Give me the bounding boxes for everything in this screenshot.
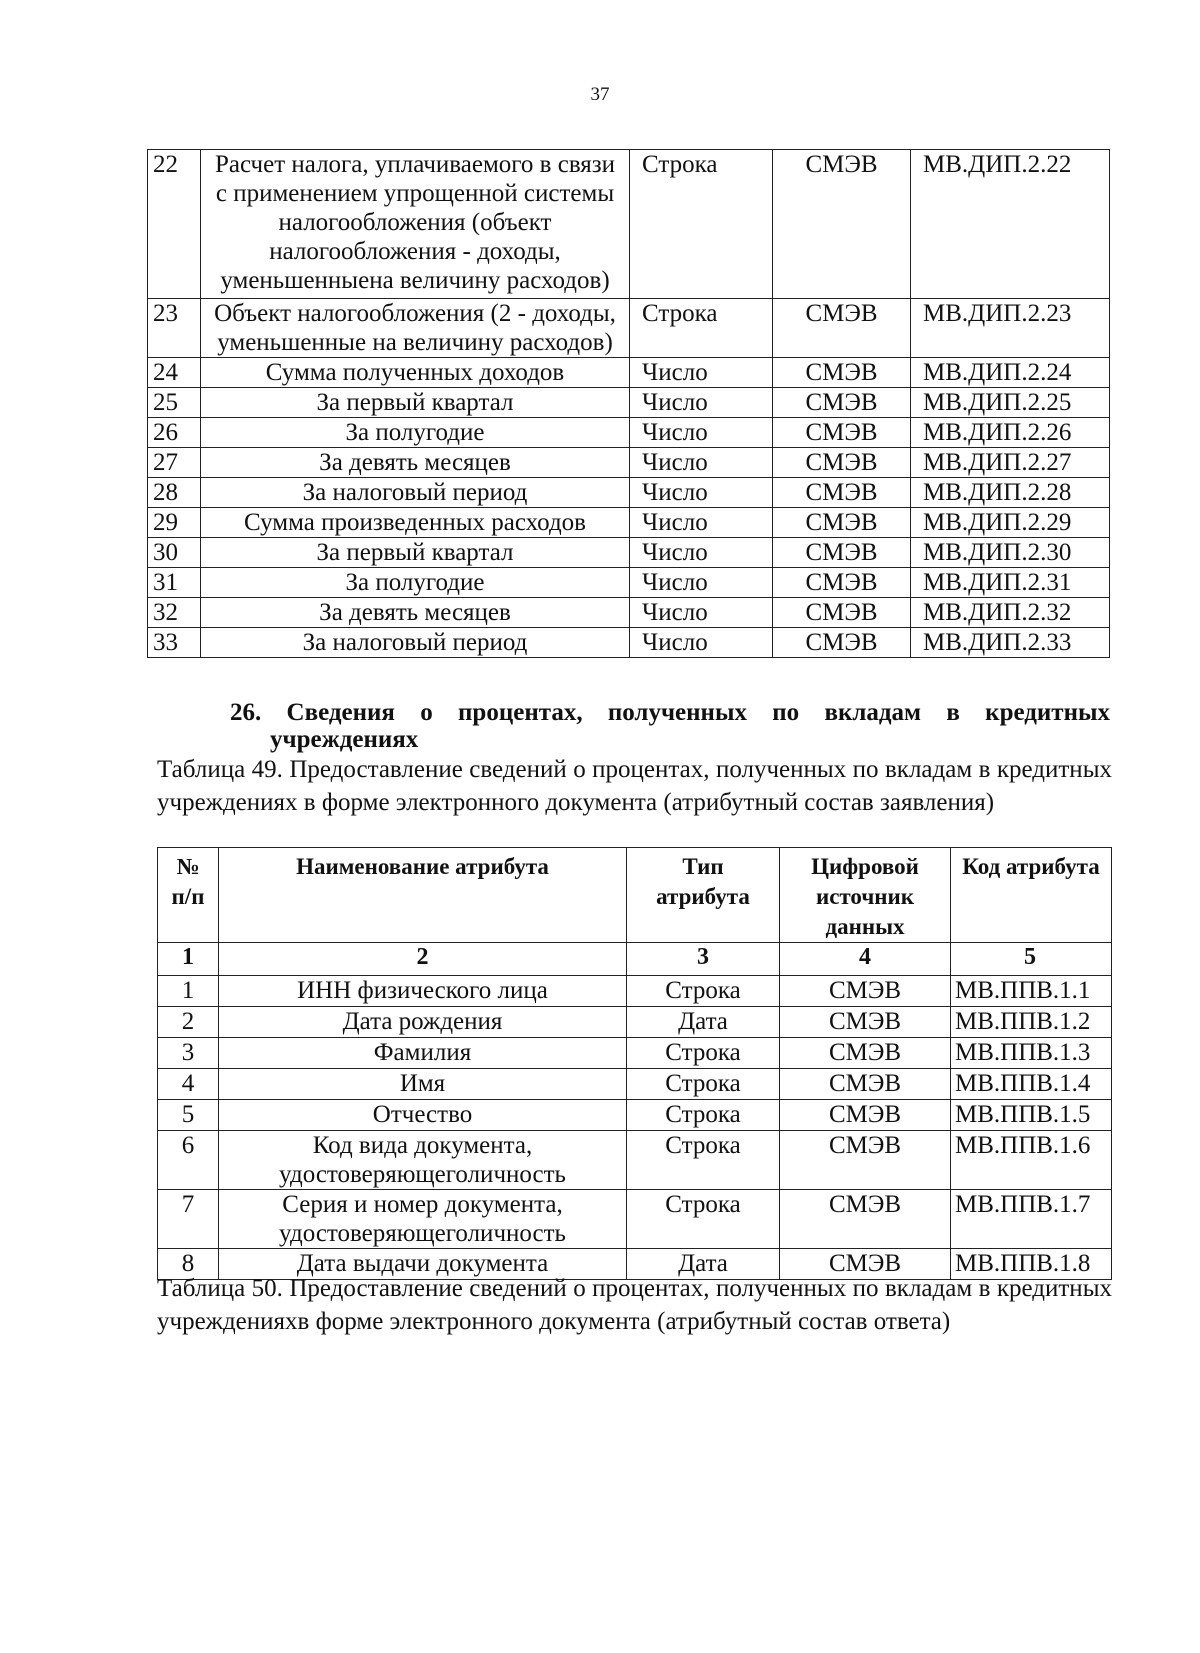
attribute-name: Расчет налога, уплачиваемого в связи с применением упрощенной системы налогообложения (объект налогообложения - доходы, уменьшенныена величину расходов): [201, 150, 630, 299]
data-source: СМЭВ: [780, 1069, 951, 1100]
attribute-code: МВ.ДИП.2.22: [911, 150, 1110, 299]
attribute-code: МВ.ППВ.1.6: [951, 1131, 1112, 1190]
table-row: [158, 1131, 1112, 1190]
row-number: 32: [148, 598, 201, 628]
attribute-type: Дата: [627, 1007, 780, 1038]
attribute-name: За девять месяцев: [201, 448, 630, 478]
row-number: 2: [158, 1007, 219, 1038]
attribute-code: МВ.ППВ.1.5: [951, 1100, 1112, 1131]
attribute-type: Число: [630, 448, 773, 478]
section-heading-continuation: учреждениях: [270, 726, 419, 753]
data-source: СМЭВ: [773, 448, 911, 478]
table-row: [148, 598, 1110, 628]
data-source: СМЭВ: [780, 1038, 951, 1069]
attribute-code: МВ.ДИП.2.28: [911, 478, 1110, 508]
row-number: 22: [148, 150, 201, 299]
attribute-table-continuation: [147, 149, 1110, 658]
table-row: [148, 478, 1110, 508]
attribute-code: МВ.ДИП.2.25: [911, 388, 1110, 418]
attribute-code: МВ.ППВ.1.2: [951, 1007, 1112, 1038]
data-source: СМЭВ: [773, 568, 911, 598]
table-row: [148, 538, 1110, 568]
attribute-type: Строка: [630, 150, 773, 299]
data-source: СМЭВ: [773, 598, 911, 628]
header-type: Тип атрибута: [627, 848, 780, 943]
table-row: [158, 1038, 1112, 1069]
attribute-type: Строка: [630, 299, 773, 358]
row-number: 1: [158, 976, 219, 1007]
table-row: [158, 1100, 1112, 1131]
table-row: [158, 1190, 1112, 1249]
attribute-name: Сумма произведенных расходов: [201, 508, 630, 538]
attribute-type: Строка: [627, 976, 780, 1007]
table-49: [157, 847, 1112, 1280]
attribute-type: Строка: [627, 1038, 780, 1069]
row-number: 33: [148, 628, 201, 658]
data-source: СМЭВ: [780, 1100, 951, 1131]
attribute-code: МВ.ППВ.1.8: [951, 1249, 1112, 1280]
attribute-type: Число: [630, 568, 773, 598]
data-source: СМЭВ: [773, 299, 911, 358]
column-number: 3: [627, 943, 780, 976]
attribute-name: За полугодие: [201, 568, 630, 598]
attribute-type: Число: [630, 628, 773, 658]
row-number: 5: [158, 1100, 219, 1131]
attribute-type: Число: [630, 388, 773, 418]
column-number: 5: [951, 943, 1112, 976]
attribute-name: Код вида документа, удостоверяющеголичность: [219, 1131, 627, 1190]
column-number: 2: [219, 943, 627, 976]
attribute-code: МВ.ППВ.1.7: [951, 1190, 1112, 1249]
attribute-code: МВ.ДИП.2.27: [911, 448, 1110, 478]
attribute-code: МВ.ДИП.2.23: [911, 299, 1110, 358]
table-row: [148, 358, 1110, 388]
data-source: СМЭВ: [780, 1190, 951, 1249]
data-source: СМЭВ: [773, 478, 911, 508]
attribute-name: Отчество: [219, 1100, 627, 1131]
attribute-code: МВ.ДИП.2.29: [911, 508, 1110, 538]
header-name: Наименование атрибута: [219, 848, 627, 943]
data-source: СМЭВ: [773, 150, 911, 299]
row-number: 23: [148, 299, 201, 358]
attribute-type: Число: [630, 478, 773, 508]
table-49-caption: Таблица 49. Предоставление сведений о процентах, полученных по вкладам в кредитных учреждениях в форме электронного документа (атрибутный состав заявления): [157, 756, 1112, 816]
attribute-name: Серия и номер документа, удостоверяющеголичность: [219, 1190, 627, 1249]
table-row: [158, 1069, 1112, 1100]
page-number: 37: [590, 84, 610, 105]
attribute-name: Сумма полученных доходов: [201, 358, 630, 388]
attribute-code: МВ.ДИП.2.33: [911, 628, 1110, 658]
data-source: СМЭВ: [780, 976, 951, 1007]
attribute-name: За налоговый период: [201, 628, 630, 658]
attribute-code: МВ.ДИП.2.31: [911, 568, 1110, 598]
data-source: СМЭВ: [773, 538, 911, 568]
table-row: [148, 448, 1110, 478]
table-row: [158, 976, 1112, 1007]
attribute-name: Имя: [219, 1069, 627, 1100]
attribute-name: ИНН физического лица: [219, 976, 627, 1007]
attribute-code: МВ.ДИП.2.26: [911, 418, 1110, 448]
row-number: 8: [158, 1249, 219, 1280]
row-number: 25: [148, 388, 201, 418]
attribute-type: Строка: [627, 1069, 780, 1100]
attribute-type: Строка: [627, 1190, 780, 1249]
data-source: СМЭВ: [780, 1007, 951, 1038]
row-number: 30: [148, 538, 201, 568]
attribute-name: Дата выдачи документа: [219, 1249, 627, 1280]
attribute-code: МВ.ДИП.2.32: [911, 598, 1110, 628]
row-number: 26: [148, 418, 201, 448]
attribute-type: Строка: [627, 1100, 780, 1131]
attribute-code: МВ.ППВ.1.1: [951, 976, 1112, 1007]
table-row: [148, 299, 1110, 358]
header-source: Цифровой источник данных: [780, 848, 951, 943]
data-source: СМЭВ: [773, 358, 911, 388]
table-row: [148, 568, 1110, 598]
row-number: 3: [158, 1038, 219, 1069]
row-number: 31: [148, 568, 201, 598]
table-row: [148, 628, 1110, 658]
data-source: СМЭВ: [773, 628, 911, 658]
attribute-type: Число: [630, 358, 773, 388]
table-row: [158, 1007, 1112, 1038]
row-number: 7: [158, 1190, 219, 1249]
attribute-type: Число: [630, 508, 773, 538]
data-source: СМЭВ: [780, 1249, 951, 1280]
table-header-row: [158, 848, 1112, 943]
attribute-name: За первый квартал: [201, 388, 630, 418]
attribute-type: Строка: [627, 1131, 780, 1190]
column-number-row: [158, 943, 1112, 976]
attribute-code: МВ.ППВ.1.4: [951, 1069, 1112, 1100]
column-number: 4: [780, 943, 951, 976]
attribute-name: Дата рождения: [219, 1007, 627, 1038]
attribute-code: МВ.ППВ.1.3: [951, 1038, 1112, 1069]
column-number: 1: [158, 943, 219, 976]
attribute-name: За полугодие: [201, 418, 630, 448]
header-number: № п/п: [158, 848, 219, 943]
attribute-code: МВ.ДИП.2.30: [911, 538, 1110, 568]
table-row: [148, 418, 1110, 448]
table-50-caption: Таблица 50. Предоставление сведений о процентах, полученных по вкладам в кредитных учрежденияхв форме электронного документа (атрибутный состав ответа): [157, 1275, 1112, 1335]
attribute-type: Число: [630, 598, 773, 628]
data-source: СМЭВ: [773, 418, 911, 448]
attribute-name: Объект налогообложения (2 - доходы, уменьшенные на величину расходов): [201, 299, 630, 358]
attribute-name: За налоговый период: [201, 478, 630, 508]
row-number: 6: [158, 1131, 219, 1190]
data-source: СМЭВ: [780, 1131, 951, 1190]
table-row: [148, 150, 1110, 299]
data-source: СМЭВ: [773, 508, 911, 538]
row-number: 24: [148, 358, 201, 388]
attribute-type: Число: [630, 538, 773, 568]
attribute-name: За первый квартал: [201, 538, 630, 568]
attribute-name: Фамилия: [219, 1038, 627, 1069]
header-code: Код атрибута: [951, 848, 1112, 943]
section-heading: 26. Сведения о процентах, полученных по вкладам в кредитных: [230, 699, 1110, 726]
row-number: 28: [148, 478, 201, 508]
attribute-name: За девять месяцев: [201, 598, 630, 628]
table-row: [148, 508, 1110, 538]
row-number: 29: [148, 508, 201, 538]
row-number: 27: [148, 448, 201, 478]
row-number: 4: [158, 1069, 219, 1100]
data-source: СМЭВ: [773, 388, 911, 418]
table-row: [148, 388, 1110, 418]
attribute-code: МВ.ДИП.2.24: [911, 358, 1110, 388]
attribute-type: Дата: [627, 1249, 780, 1280]
attribute-type: Число: [630, 418, 773, 448]
